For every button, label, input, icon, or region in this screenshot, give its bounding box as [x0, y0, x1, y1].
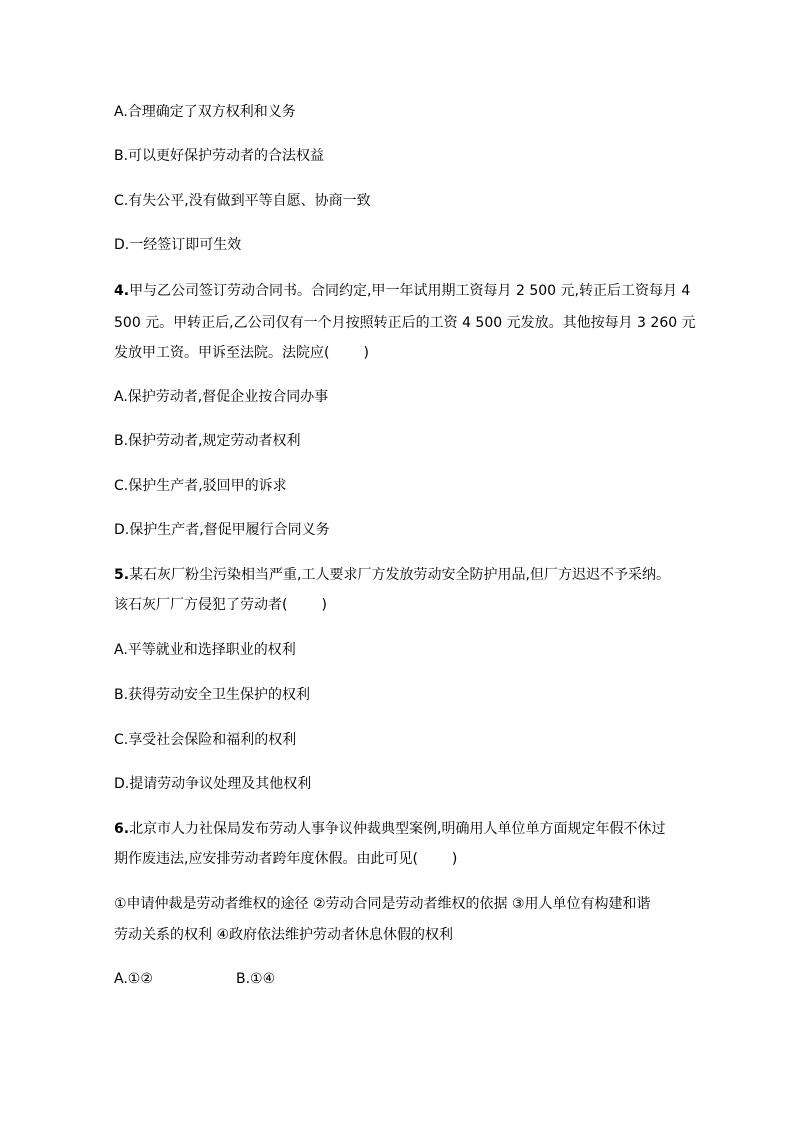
q6-option-a: A.①② — [114, 971, 153, 987]
q6-option-b: B.①④ — [236, 971, 276, 987]
q5-option-c: C.享受社会保险和福利的权利 — [114, 732, 297, 748]
q4-stem-line-1 — [114, 281, 690, 301]
q4-number: 4. — [114, 283, 130, 299]
q5-text-2: 该石灰厂厂方侵犯了劳动者( — [114, 597, 288, 613]
q4-option-d: D.保护生产者,督促甲履行合同义务 — [114, 522, 330, 538]
q5-close-paren: ) — [321, 597, 327, 613]
q5-number: 5. — [114, 567, 130, 583]
q6-text-2: 期作废违法,应安排劳动者跨年度休假。由此可见( — [114, 851, 418, 867]
q4-option-b: B.保护劳动者,规定劳动者权利 — [114, 433, 301, 449]
q5-stem-line-1 — [114, 565, 670, 585]
q6-text-1: 北京市人力社保局发布劳动人事争议仲裁典型案例,明确用人单位单方面规定年假不休过 — [129, 821, 666, 837]
q5-option-b: B.获得劳动安全卫生保护的权利 — [114, 687, 311, 703]
q3-option-c: C.有失公平,没有做到平等自愿、协商一致 — [114, 193, 371, 209]
q5-text-1: 某石灰厂粉尘污染相当严重,工人要求厂方发放劳动安全防护用品,但厂方迟迟不予采纳。 — [129, 567, 670, 583]
q4-stem-line-2: 500 元。甲转正后,乙公司仅有一个月按照转正后的工资 4 500 元发放。其他按每月 3 260 元 — [114, 315, 696, 331]
q6-statements-line-1: ①申请仲裁是劳动者维权的途径 ②劳动合同是劳动者维权的依据 ③用人单位有构建和谐 — [114, 896, 651, 912]
q6-stem-line-2 — [114, 849, 457, 869]
q3-option-b: B.可以更好保护劳动者的合法权益 — [114, 148, 325, 164]
q5-stem-line-2 — [114, 595, 327, 615]
q5-option-d: D.提请劳动争议处理及其他权利 — [114, 776, 312, 792]
q4-text-1: 甲与乙公司签订劳动合同书。合同约定,甲一年试用期工资每月 2 500 元,转正后工资每月 4 — [129, 283, 691, 299]
q3-option-d: D.一经签订即可生效 — [114, 237, 242, 253]
q3-option-a: A.合理确定了双方权利和义务 — [114, 104, 296, 120]
q4-text-3: 发放甲工资。甲诉至法院。法院应( — [114, 345, 330, 361]
q6-close-paren: ) — [451, 851, 458, 867]
q6-stem-line-1 — [114, 819, 666, 839]
q6-number: 6. — [114, 821, 130, 837]
q4-stem-line-3 — [114, 343, 369, 363]
q4-option-a: A.保护劳动者,督促企业按合同办事 — [114, 389, 329, 405]
q4-close-paren: ) — [363, 345, 369, 361]
q5-option-a: A.平等就业和选择职业的权利 — [114, 642, 296, 658]
q6-statements-line-2: 劳动关系的权利 ④政府依法维护劳动者休息休假的权利 — [114, 927, 453, 943]
q4-option-c: C.保护生产者,驳回甲的诉求 — [114, 478, 287, 494]
